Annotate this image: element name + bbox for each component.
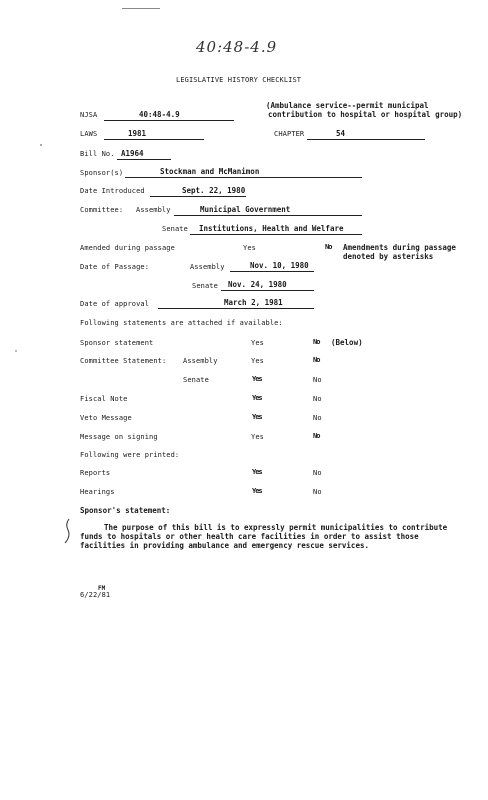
scan-speck bbox=[15, 350, 17, 352]
laws-value: 1981 bbox=[128, 129, 147, 138]
chapter-value: 54 bbox=[336, 129, 346, 138]
approval-label: Date of approval bbox=[80, 300, 150, 308]
hearings-label: Hearings bbox=[80, 488, 115, 496]
statement-line2: funds to hospitals or other health care facilities in order to assist those bbox=[80, 532, 419, 541]
sponsor-statement-below: (Below) bbox=[331, 338, 363, 347]
note-line2: contribution to hospital or hospital group) bbox=[268, 110, 463, 119]
approval-underline bbox=[158, 308, 314, 309]
sponsors-underline bbox=[125, 177, 362, 178]
committee-statement-senate-no: No bbox=[313, 376, 322, 384]
passage-label: Date of Passage: bbox=[80, 263, 150, 271]
njsa-value: 40:48-4.9 bbox=[139, 110, 180, 119]
scan-mark bbox=[122, 8, 160, 9]
passage-assembly-value: Nov. 10, 1980 bbox=[250, 261, 309, 270]
signing-label: Message on signing bbox=[80, 433, 158, 441]
signing-yes: Yes bbox=[251, 433, 264, 441]
bill-label: Bill No. bbox=[80, 150, 115, 158]
scan-speck bbox=[40, 144, 42, 146]
amended-note-line2: denoted by asterisks bbox=[343, 252, 434, 261]
committee-assembly-value: Municipal Government bbox=[200, 205, 291, 214]
handwritten-number: 40:48-4.9 bbox=[196, 38, 278, 56]
committee-senate-label: Senate bbox=[162, 225, 188, 233]
committee-assembly-label: Assembly bbox=[136, 206, 171, 214]
committee-senate-underline bbox=[190, 234, 362, 235]
committee-label: Committee: bbox=[80, 206, 124, 214]
reports-label: Reports bbox=[80, 469, 111, 477]
veto-no: No bbox=[313, 414, 322, 422]
amended-yes: Yes bbox=[243, 244, 256, 252]
passage-senate-underline bbox=[221, 290, 314, 291]
statement-line1: The purpose of this bill is to expressly permit municipalities to contribute bbox=[104, 523, 448, 532]
printed-heading: Following were printed: bbox=[80, 451, 180, 459]
sponsor-statement-no-struck: No bbox=[313, 338, 320, 346]
fiscal-note-label: Fiscal Note bbox=[80, 395, 128, 403]
committee-assembly-underline bbox=[174, 215, 362, 216]
passage-assembly-label: Assembly bbox=[190, 263, 225, 271]
amended-no-struck: No bbox=[325, 243, 332, 251]
laws-label: LAWS bbox=[80, 130, 98, 138]
njsa-label: NJSA bbox=[80, 111, 98, 119]
approval-value: March 2, 1981 bbox=[224, 298, 283, 307]
veto-yes-struck: Yes bbox=[252, 413, 262, 421]
footer-initials: FM bbox=[98, 585, 106, 592]
date-introduced-underline bbox=[150, 196, 246, 197]
committee-statement-assembly-yes: Yes bbox=[251, 357, 264, 365]
sponsor-statement-heading: Sponsor's statement: bbox=[80, 506, 171, 515]
committee-statement-senate-yes-struck: Yes bbox=[252, 375, 262, 383]
committee-statement-label: Committee Statement: bbox=[80, 357, 167, 365]
veto-label: Veto Message bbox=[80, 414, 132, 422]
passage-senate-value: Nov. 24, 1980 bbox=[228, 280, 287, 289]
sponsors-value: Stockman and McManimon bbox=[160, 167, 260, 176]
sponsor-statement-yes: Yes bbox=[251, 339, 264, 347]
committee-statement-assembly-no-struck: No bbox=[313, 356, 320, 364]
chapter-underline bbox=[307, 139, 425, 140]
fiscal-note-yes-struck: Yes bbox=[252, 394, 262, 402]
njsa-underline bbox=[104, 120, 234, 121]
bill-underline bbox=[117, 159, 171, 160]
passage-senate-label: Senate bbox=[192, 282, 218, 290]
committee-senate-value: Institutions, Health and Welfare bbox=[199, 224, 344, 233]
fiscal-note-no: No bbox=[313, 395, 322, 403]
reports-yes-struck: Yes bbox=[252, 468, 262, 476]
hearings-no: No bbox=[313, 488, 322, 496]
chapter-label: CHAPTER bbox=[274, 130, 305, 138]
passage-assembly-underline bbox=[230, 271, 314, 272]
footer-date: 6/22/81 bbox=[80, 591, 111, 599]
date-introduced-value: Sept. 22, 1980 bbox=[182, 186, 246, 195]
amended-label: Amended during passage bbox=[80, 244, 175, 252]
bill-value: A1964 bbox=[121, 149, 144, 158]
sponsors-label: Sponsor(s) bbox=[80, 169, 124, 177]
hearings-yes-struck: Yes bbox=[252, 487, 262, 495]
margin-bracket-mark bbox=[62, 518, 74, 544]
page-title: LEGISLATIVE HISTORY CHECKLIST bbox=[176, 76, 302, 84]
reports-no: No bbox=[313, 469, 322, 477]
amended-note-line1: Amendments during passage bbox=[343, 243, 456, 252]
statement-line3: facilities in providing ambulance and emergency rescue services. bbox=[80, 541, 369, 550]
signing-no-struck: No bbox=[313, 432, 320, 440]
committee-statement-senate-label: Senate bbox=[183, 376, 209, 384]
date-introduced-label: Date Introduced bbox=[80, 187, 145, 195]
committee-statement-assembly-label: Assembly bbox=[183, 357, 218, 365]
attached-heading: Following statements are attached if available: bbox=[80, 319, 283, 327]
note-line1: (Ambulance service--permit municipal bbox=[266, 101, 429, 110]
sponsor-statement-label: Sponsor statement bbox=[80, 339, 154, 347]
laws-underline bbox=[104, 139, 204, 140]
